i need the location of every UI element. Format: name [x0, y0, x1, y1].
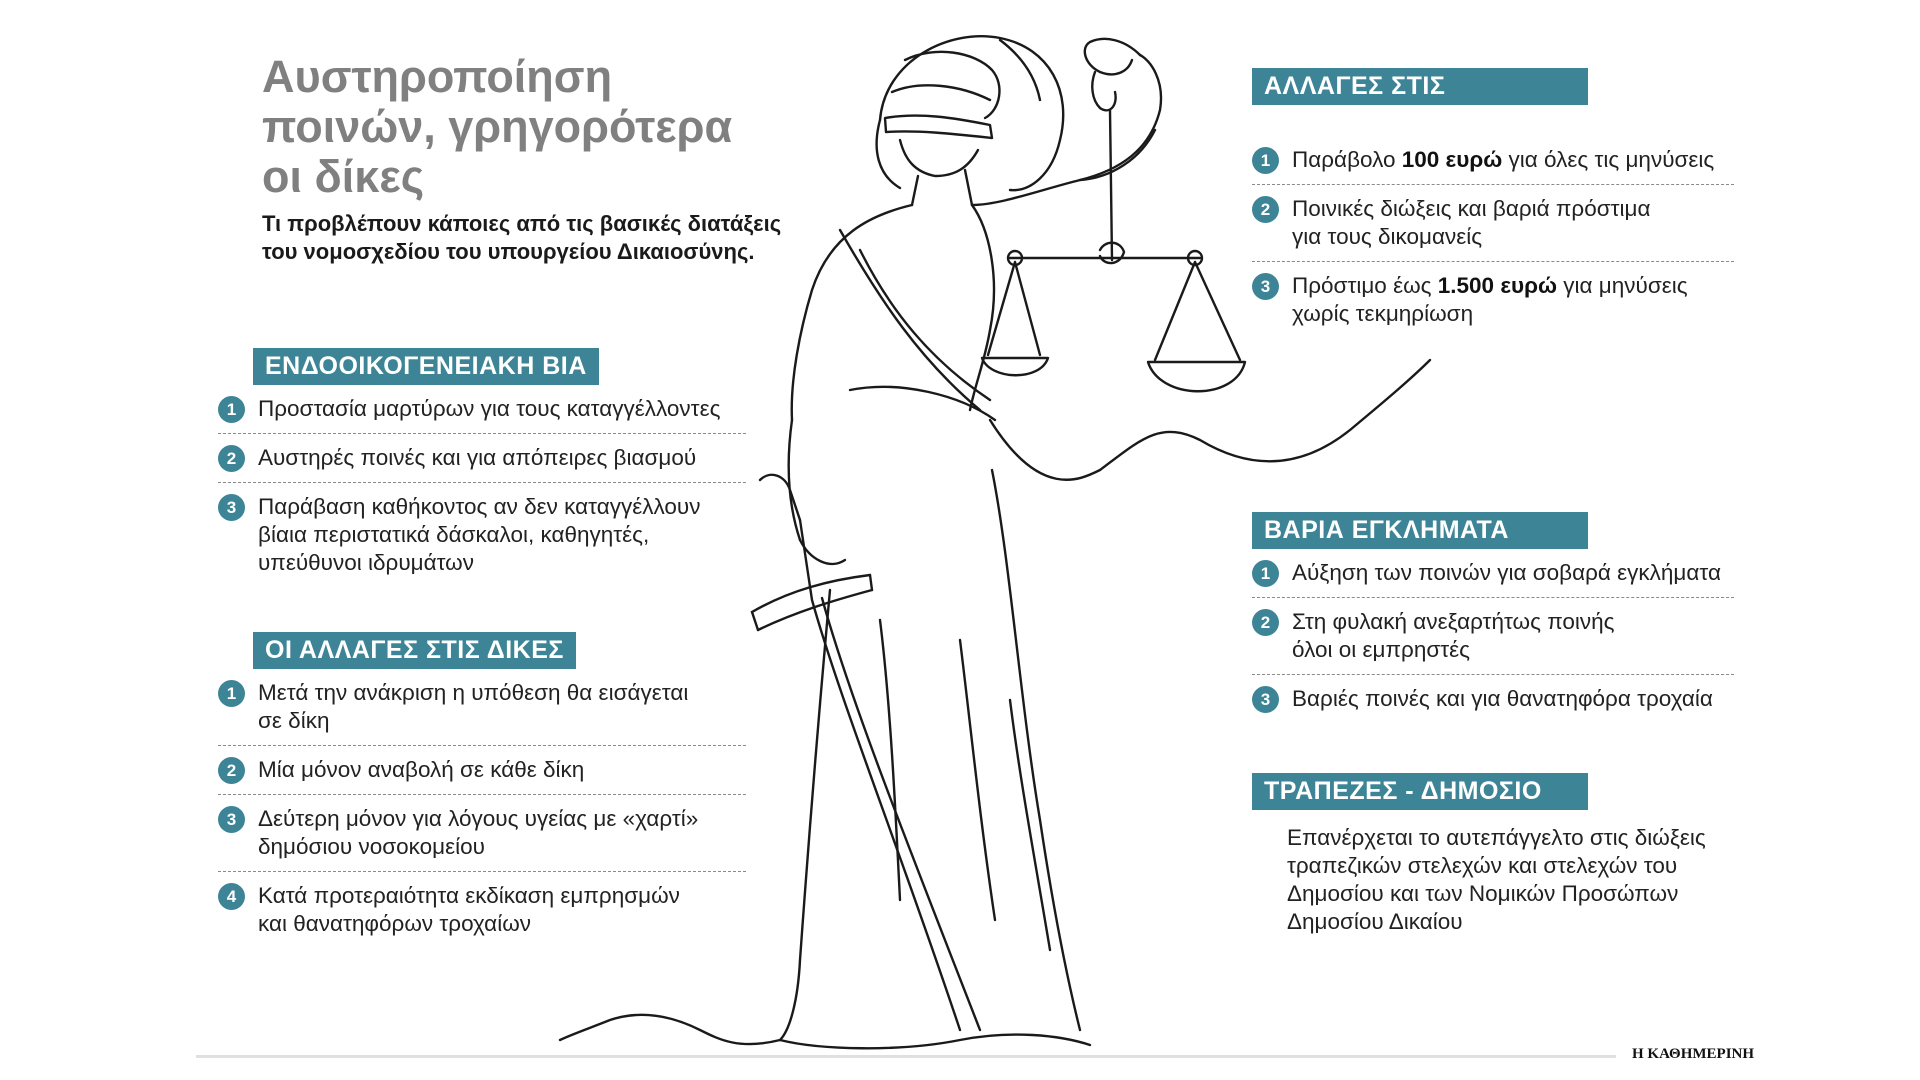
section-heading: ΕΝΔΟΟΙΚΟΓΕΝΕΙΑΚΗ ΒΙΑ — [253, 348, 599, 385]
number-badge: 3 — [218, 806, 245, 833]
text-line: Δημοσίου και των Νομικών Προσώπων — [1287, 881, 1679, 906]
title-line-2: ποινών, γρηγορότερα — [262, 101, 733, 152]
item-text-line: υπεύθυνοι ιδρυμάτων — [258, 550, 474, 575]
number-badge: 2 — [1252, 196, 1279, 223]
number-badge: 3 — [1252, 686, 1279, 713]
item-text-line: βίαια περιστατικά δάσκαλοι, καθηγητές, — [258, 522, 650, 547]
item-text-pre: Πρόστιμο έως — [1292, 273, 1438, 298]
item-text-line: Κατά προτεραιότητα εκδίκαση εμπρησμών — [258, 883, 680, 908]
list-item — [218, 805, 746, 872]
section-text — [1287, 824, 1727, 936]
item-text: Αυστηρές ποινές και για απόπειρες βιασμού — [258, 445, 697, 470]
item-text-line: σε δίκη — [258, 708, 330, 733]
number-badge: 2 — [218, 757, 245, 784]
page-title — [262, 52, 782, 202]
list-item — [1252, 685, 1734, 723]
item-list — [218, 679, 746, 948]
page-subtitle: Τι προβλέπουν κάποιες από τις βασικές διατάξεις του νομοσχεδίου του υπουργείου Δικαιοσύνης. — [262, 211, 782, 264]
item-text-line: για τους δικομανείς — [1292, 224, 1483, 249]
number-badge: 4 — [218, 883, 245, 910]
item-list — [1252, 146, 1734, 338]
item-text-post: για όλες τις μηνύσεις — [1502, 147, 1715, 172]
item-text-line: Μετά την ανάκριση η υπόθεση θα εισάγεται — [258, 680, 689, 705]
item-text-line: χωρίς τεκμηρίωση — [1292, 301, 1474, 326]
item-text-line: Δεύτερη μόνον για λόγους υγείας με «χαρτί» — [258, 806, 699, 831]
section-banks-public — [1252, 773, 1734, 936]
list-item — [1252, 559, 1734, 598]
number-badge: 1 — [1252, 560, 1279, 587]
number-badge: 3 — [1252, 273, 1279, 300]
list-item — [218, 493, 746, 587]
item-text-bold: 100 ευρώ — [1401, 147, 1503, 172]
section-serious-crimes — [1252, 512, 1734, 733]
section-heading: ΒΑΡΙΑ ΕΓΚΛΗΜΑΤΑ — [1252, 512, 1588, 549]
list-item — [1252, 195, 1734, 262]
item-text-line: Στη φυλακή ανεξαρτήτως ποινής — [1292, 609, 1615, 634]
item-text: Βαριές ποινές και για θανατηφόρα τροχαία — [1292, 686, 1713, 711]
list-item — [218, 882, 746, 948]
text-line: τραπεζικών στελεχών και στελεχών του — [1287, 853, 1678, 878]
section-heading: ΑΛΛΑΓΕΣ ΣΤΙΣ ΜΗΝΥΣΕΙΣ — [1252, 68, 1588, 105]
item-text-bold: 1.500 ευρώ — [1437, 273, 1558, 298]
item-list — [218, 395, 746, 587]
number-badge: 1 — [218, 680, 245, 707]
item-text-pre: Ποινικές διώξεις και βαριά πρόστιμα — [1292, 196, 1651, 221]
list-item — [218, 679, 746, 746]
footer-divider — [196, 1055, 1616, 1058]
title-line-3: οι δίκες — [262, 151, 425, 202]
section-heading: ΤΡΑΠΕΖΕΣ - ΔΗΜΟΣΙΟ — [1252, 773, 1588, 810]
number-badge: 3 — [218, 494, 245, 521]
text-line: Δημοσίου Δικαίου — [1287, 909, 1463, 934]
list-item — [218, 444, 746, 483]
list-item — [1252, 608, 1734, 675]
number-badge: 2 — [218, 445, 245, 472]
list-item — [218, 756, 746, 795]
publisher-brand: Η ΚΑΘΗΜΕΡΙΝΗ — [1632, 1046, 1755, 1062]
section-trial-changes — [218, 632, 746, 958]
title-line-1: Αυστηροποίηση — [262, 51, 613, 102]
item-text: Προστασία μαρτύρων για τους καταγγέλλοντες — [258, 396, 721, 421]
item-text: Αύξηση των ποινών για σοβαρά εγκλήματα — [1292, 560, 1721, 585]
item-text-pre: Παράβολο — [1292, 147, 1402, 172]
item-text-post: για μηνύσεις — [1557, 273, 1688, 298]
item-text-line: όλοι οι εμπρηστές — [1292, 637, 1471, 662]
list-item — [1252, 272, 1734, 338]
number-badge: 1 — [1252, 147, 1279, 174]
number-badge: 2 — [1252, 609, 1279, 636]
section-lawsuit-changes — [1252, 68, 1734, 348]
list-item — [218, 395, 746, 434]
item-text: Μία μόνον αναβολή σε κάθε δίκη — [258, 757, 585, 782]
item-text-line: και θανατηφόρων τροχαίων — [258, 911, 532, 936]
item-text-line: Παράβαση καθήκοντος αν δεν καταγγέλλουν — [258, 494, 701, 519]
text-line: Επανέρχεται το αυτεπάγγελτο στις διώξεις — [1287, 825, 1706, 850]
list-item — [1252, 146, 1734, 185]
number-badge: 1 — [218, 396, 245, 423]
section-domestic-violence — [218, 348, 746, 597]
item-list — [1252, 559, 1734, 723]
item-text-line: δημόσιου νοσοκομείου — [258, 834, 485, 859]
section-heading: ΟΙ ΑΛΛΑΓΕΣ ΣΤΙΣ ΔΙΚΕΣ — [253, 632, 576, 669]
